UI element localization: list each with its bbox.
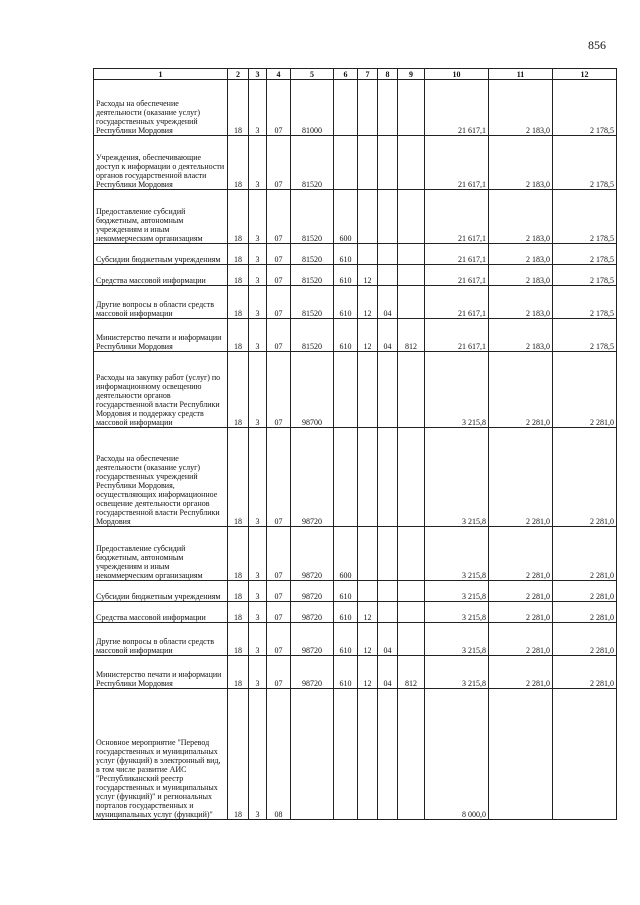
table-row xyxy=(94,286,617,319)
cell-subsection xyxy=(378,80,398,136)
cell-expense-type: 610 xyxy=(334,319,358,352)
header-cell: 1 xyxy=(94,69,228,80)
cell-program: 18 xyxy=(228,190,249,244)
cell-amount-12 xyxy=(553,689,617,820)
row-name: Расходы на закупку работ (услуг) по информационному освещению деятельности органов государственной власти Республики Мордовия и поддержку средств массовой информации xyxy=(94,352,228,428)
cell-subsection: 04 xyxy=(378,286,398,319)
row-name: Основное мероприятие "Перевод государственных и муниципальных услуг (функций) в электронный вид, в том числе развитие АИС "Республиканский реестр государственных и муниципальных услуг (функций)" и региональных порталов государственных и муниципальных услуг (функций)" xyxy=(94,689,228,820)
cell-direction: 81520 xyxy=(291,244,334,265)
cell-expense-type: 610 xyxy=(334,265,358,286)
header-cell: 3 xyxy=(249,69,267,80)
cell-event: 07 xyxy=(267,428,291,527)
cell-direction: 81520 xyxy=(291,136,334,190)
cell-expense-type: 610 xyxy=(334,244,358,265)
cell-subprogram: 3 xyxy=(249,190,267,244)
cell-ministry xyxy=(398,623,425,656)
cell-event: 07 xyxy=(267,581,291,602)
cell-amount-11: 2 183,0 xyxy=(489,190,553,244)
cell-amount-12: 2 178,5 xyxy=(553,319,617,352)
cell-program: 18 xyxy=(228,623,249,656)
cell-direction: 81520 xyxy=(291,319,334,352)
cell-subsection xyxy=(378,136,398,190)
cell-direction: 98720 xyxy=(291,581,334,602)
cell-event: 07 xyxy=(267,623,291,656)
cell-ministry: 812 xyxy=(398,656,425,689)
cell-subprogram: 3 xyxy=(249,286,267,319)
cell-expense-type xyxy=(334,136,358,190)
row-name: Министерство печати и информации Республики Мордовия xyxy=(94,656,228,689)
cell-section xyxy=(358,428,378,527)
row-name: Учреждения, обеспечивающие доступ к информации о деятельности органов государственной власти Республики Мордовия xyxy=(94,136,228,190)
row-name: Средства массовой информации xyxy=(94,602,228,623)
cell-ministry xyxy=(398,80,425,136)
cell-subsection xyxy=(378,527,398,581)
cell-expense-type: 600 xyxy=(334,190,358,244)
cell-expense-type xyxy=(334,689,358,820)
cell-amount-12: 2 178,5 xyxy=(553,80,617,136)
cell-subsection xyxy=(378,352,398,428)
header-cell: 11 xyxy=(489,69,553,80)
cell-amount-11: 2 183,0 xyxy=(489,80,553,136)
cell-amount-10: 3 215,8 xyxy=(425,527,489,581)
cell-direction: 98720 xyxy=(291,527,334,581)
cell-amount-12: 2 281,0 xyxy=(553,602,617,623)
cell-amount-11: 2 281,0 xyxy=(489,656,553,689)
table-row xyxy=(94,136,617,190)
cell-direction: 98720 xyxy=(291,428,334,527)
cell-amount-10: 8 000,0 xyxy=(425,689,489,820)
cell-ministry xyxy=(398,352,425,428)
header-cell: 6 xyxy=(334,69,358,80)
cell-amount-12: 2 178,5 xyxy=(553,286,617,319)
cell-section: 12 xyxy=(358,286,378,319)
row-name: Предоставление субсидий бюджетным, автономным учреждениям и иным некоммерческим организациям xyxy=(94,190,228,244)
cell-amount-11: 2 183,0 xyxy=(489,286,553,319)
cell-program: 18 xyxy=(228,527,249,581)
cell-ministry xyxy=(398,527,425,581)
cell-program: 18 xyxy=(228,689,249,820)
cell-expense-type xyxy=(334,80,358,136)
cell-section: 12 xyxy=(358,602,378,623)
cell-program: 18 xyxy=(228,244,249,265)
table-row xyxy=(94,689,617,820)
cell-direction xyxy=(291,689,334,820)
cell-amount-12: 2 281,0 xyxy=(553,428,617,527)
header-row xyxy=(94,69,617,80)
table-row xyxy=(94,602,617,623)
cell-amount-12: 2 281,0 xyxy=(553,581,617,602)
cell-section xyxy=(358,136,378,190)
cell-ministry xyxy=(398,244,425,265)
table-row xyxy=(94,352,617,428)
cell-amount-12: 2 178,5 xyxy=(553,190,617,244)
table-row xyxy=(94,428,617,527)
cell-ministry xyxy=(398,286,425,319)
cell-event: 08 xyxy=(267,689,291,820)
cell-direction: 98720 xyxy=(291,602,334,623)
cell-direction: 81520 xyxy=(291,265,334,286)
page-number: 856 xyxy=(588,38,606,52)
cell-subsection xyxy=(378,190,398,244)
cell-amount-11: 2 183,0 xyxy=(489,265,553,286)
cell-subprogram: 3 xyxy=(249,265,267,286)
row-name: Расходы на обеспечение деятельности (оказание услуг) государственных учреждений Республики Мордовия, осуществляющих информационное освещение деятельности органов государственной власти Республики Мордовия xyxy=(94,428,228,527)
cell-subprogram: 3 xyxy=(249,136,267,190)
cell-amount-10: 3 215,8 xyxy=(425,602,489,623)
cell-subsection: 04 xyxy=(378,623,398,656)
cell-direction: 98720 xyxy=(291,656,334,689)
cell-ministry xyxy=(398,689,425,820)
cell-ministry: 812 xyxy=(398,319,425,352)
cell-event: 07 xyxy=(267,244,291,265)
header-cell: 7 xyxy=(358,69,378,80)
cell-program: 18 xyxy=(228,265,249,286)
header-cell: 9 xyxy=(398,69,425,80)
cell-subsection xyxy=(378,602,398,623)
cell-expense-type: 610 xyxy=(334,581,358,602)
cell-amount-12: 2 178,5 xyxy=(553,244,617,265)
header-cell: 5 xyxy=(291,69,334,80)
cell-subsection xyxy=(378,581,398,602)
cell-amount-11: 2 281,0 xyxy=(489,602,553,623)
cell-program: 18 xyxy=(228,286,249,319)
cell-amount-11: 2 281,0 xyxy=(489,527,553,581)
row-name: Субсидии бюджетным учреждениям xyxy=(94,244,228,265)
cell-event: 07 xyxy=(267,319,291,352)
cell-subprogram: 3 xyxy=(249,623,267,656)
cell-amount-10: 21 617,1 xyxy=(425,319,489,352)
cell-ministry xyxy=(398,136,425,190)
cell-amount-10: 3 215,8 xyxy=(425,428,489,527)
header-cell: 4 xyxy=(267,69,291,80)
cell-expense-type: 610 xyxy=(334,656,358,689)
cell-subprogram: 3 xyxy=(249,689,267,820)
cell-subprogram: 3 xyxy=(249,244,267,265)
cell-amount-11: 2 281,0 xyxy=(489,352,553,428)
cell-direction: 81000 xyxy=(291,80,334,136)
cell-expense-type xyxy=(334,352,358,428)
cell-subprogram: 3 xyxy=(249,428,267,527)
cell-amount-12: 2 178,5 xyxy=(553,265,617,286)
cell-program: 18 xyxy=(228,581,249,602)
row-name: Предоставление субсидий бюджетным, автономным учреждениям и иным некоммерческим организациям xyxy=(94,527,228,581)
cell-amount-11: 2 281,0 xyxy=(489,623,553,656)
cell-ministry xyxy=(398,581,425,602)
cell-amount-11: 2 281,0 xyxy=(489,581,553,602)
row-name: Министерство печати и информации Республики Мордовия xyxy=(94,319,228,352)
cell-event: 07 xyxy=(267,286,291,319)
cell-subsection: 04 xyxy=(378,656,398,689)
cell-section: 12 xyxy=(358,623,378,656)
cell-section xyxy=(358,80,378,136)
table-row xyxy=(94,527,617,581)
cell-subsection xyxy=(378,265,398,286)
cell-subprogram: 3 xyxy=(249,352,267,428)
cell-section: 12 xyxy=(358,656,378,689)
cell-direction: 98720 xyxy=(291,623,334,656)
cell-ministry xyxy=(398,602,425,623)
table-row xyxy=(94,656,617,689)
cell-event: 07 xyxy=(267,80,291,136)
cell-ministry xyxy=(398,265,425,286)
cell-program: 18 xyxy=(228,319,249,352)
cell-amount-10: 21 617,1 xyxy=(425,136,489,190)
row-name: Субсидии бюджетным учреждениям xyxy=(94,581,228,602)
cell-event: 07 xyxy=(267,527,291,581)
cell-section xyxy=(358,581,378,602)
cell-ministry xyxy=(398,428,425,527)
table-row xyxy=(94,265,617,286)
cell-subprogram: 3 xyxy=(249,656,267,689)
cell-section: 12 xyxy=(358,319,378,352)
cell-event: 07 xyxy=(267,352,291,428)
budget-table xyxy=(93,68,617,820)
cell-amount-12: 2 281,0 xyxy=(553,527,617,581)
cell-amount-11: 2 183,0 xyxy=(489,319,553,352)
cell-amount-11: 2 183,0 xyxy=(489,136,553,190)
row-name: Другие вопросы в области средств массовой информации xyxy=(94,286,228,319)
cell-amount-10: 21 617,1 xyxy=(425,265,489,286)
header-cell: 2 xyxy=(228,69,249,80)
cell-program: 18 xyxy=(228,428,249,527)
cell-section xyxy=(358,527,378,581)
cell-program: 18 xyxy=(228,352,249,428)
table-row xyxy=(94,80,617,136)
cell-section xyxy=(358,190,378,244)
cell-event: 07 xyxy=(267,656,291,689)
cell-section xyxy=(358,244,378,265)
cell-amount-10: 21 617,1 xyxy=(425,244,489,265)
cell-direction: 81520 xyxy=(291,190,334,244)
cell-event: 07 xyxy=(267,190,291,244)
cell-amount-11 xyxy=(489,689,553,820)
cell-amount-10: 21 617,1 xyxy=(425,286,489,319)
cell-event: 07 xyxy=(267,136,291,190)
cell-amount-12: 2 178,5 xyxy=(553,136,617,190)
cell-amount-10: 21 617,1 xyxy=(425,80,489,136)
cell-program: 18 xyxy=(228,656,249,689)
cell-subprogram: 3 xyxy=(249,581,267,602)
header-cell: 8 xyxy=(378,69,398,80)
cell-event: 07 xyxy=(267,265,291,286)
table-row xyxy=(94,244,617,265)
cell-event: 07 xyxy=(267,602,291,623)
header-cell: 12 xyxy=(553,69,617,80)
cell-direction: 81520 xyxy=(291,286,334,319)
cell-program: 18 xyxy=(228,602,249,623)
cell-section: 12 xyxy=(358,265,378,286)
cell-amount-12: 2 281,0 xyxy=(553,352,617,428)
cell-section xyxy=(358,689,378,820)
cell-expense-type: 610 xyxy=(334,623,358,656)
cell-subprogram: 3 xyxy=(249,602,267,623)
cell-expense-type: 600 xyxy=(334,527,358,581)
cell-amount-11: 2 183,0 xyxy=(489,244,553,265)
cell-program: 18 xyxy=(228,136,249,190)
cell-subprogram: 3 xyxy=(249,80,267,136)
cell-amount-10: 3 215,8 xyxy=(425,352,489,428)
cell-subprogram: 3 xyxy=(249,527,267,581)
row-name: Расходы на обеспечение деятельности (оказание услуг) государственных учреждений Республики Мордовия xyxy=(94,80,228,136)
cell-amount-12: 2 281,0 xyxy=(553,623,617,656)
cell-subsection xyxy=(378,244,398,265)
table-row xyxy=(94,581,617,602)
table-row xyxy=(94,190,617,244)
header-cell: 10 xyxy=(425,69,489,80)
cell-expense-type: 610 xyxy=(334,602,358,623)
cell-subsection xyxy=(378,428,398,527)
table-row xyxy=(94,623,617,656)
cell-amount-10: 3 215,8 xyxy=(425,581,489,602)
cell-expense-type xyxy=(334,428,358,527)
cell-ministry xyxy=(398,190,425,244)
table-row xyxy=(94,319,617,352)
cell-amount-10: 21 617,1 xyxy=(425,190,489,244)
cell-subsection xyxy=(378,689,398,820)
cell-amount-10: 3 215,8 xyxy=(425,623,489,656)
cell-direction: 98700 xyxy=(291,352,334,428)
cell-amount-11: 2 281,0 xyxy=(489,428,553,527)
cell-amount-12: 2 281,0 xyxy=(553,656,617,689)
cell-program: 18 xyxy=(228,80,249,136)
row-name: Другие вопросы в области средств массовой информации xyxy=(94,623,228,656)
cell-subsection: 04 xyxy=(378,319,398,352)
cell-section xyxy=(358,352,378,428)
cell-amount-10: 3 215,8 xyxy=(425,656,489,689)
cell-subprogram: 3 xyxy=(249,319,267,352)
row-name: Средства массовой информации xyxy=(94,265,228,286)
cell-expense-type: 610 xyxy=(334,286,358,319)
